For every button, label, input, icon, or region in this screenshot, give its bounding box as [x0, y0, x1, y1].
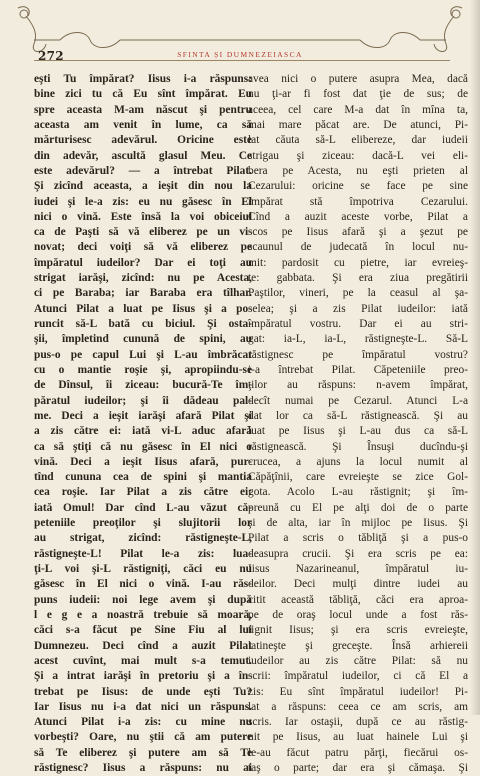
text-line: ci pe Baraba; iar Baraba era tîlhar.	[34, 287, 252, 300]
text-line: din adevăr, ascultă glasul Meu. Ce	[34, 149, 252, 162]
text-line: Cînd a auzit aceste vorbe, Pilat a	[248, 210, 468, 223]
text-line: iudei şi le-a zis: eu nu găsesc în El	[34, 195, 252, 208]
text-line: împăratul iudeilor? Dar ei toţi au	[34, 256, 252, 269]
text-line: peteniile preoţilor şi slujitorii lor	[34, 517, 252, 530]
text-line: scris. Iar ostaşii, după ce au răstig-	[248, 716, 468, 729]
text-line: deasupra crucii. Şi era scris pe ea:	[248, 547, 468, 560]
right-column-text	[248, 72, 468, 776]
text-line: nu ţi-ar fi fost dat ţie de sus; de	[248, 88, 468, 101]
text-line: pe de oraş locul unde a fost răs-	[248, 608, 468, 621]
text-line: latineşte şi greceşte. Însă arhiereii	[248, 639, 468, 652]
text-line: vorbeşti? Oare, nu ştii că am putere	[34, 731, 252, 744]
text-line: strigat iarăşi, zicînd: nu pe Acesta,	[34, 272, 252, 285]
text-line: ţilor au răspuns: n-avem împărat,	[248, 379, 468, 392]
text-line: scaunul de judecată în locul nu-	[248, 241, 468, 254]
text-line: lat a răspuns: ceea ce am scris, am	[248, 700, 468, 713]
text-line: luat pe Iisus şi L-au dus ca să-L	[248, 425, 468, 438]
text-line: acest cuvînt, mai mult s-a temut.	[34, 654, 252, 667]
page-edge-shadow	[470, 0, 480, 715]
text-line: Dumnezeu. Deci cînd a auzit Pilat	[34, 639, 252, 652]
text-line: spre aceasta M-am născut şi pentru	[34, 103, 252, 116]
text-line: şi de alta, iar în mijloc pe Iisus. Şi	[248, 517, 468, 530]
text-line: mit: pardosit cu pietre, iar evreieş-	[248, 256, 468, 269]
text-line: a zis către ei: iată vi-L aduc afară	[34, 425, 252, 438]
text-line: ca să ştiţi că nu găsesc în El nici o	[34, 440, 252, 453]
text-line: ţi-L voi şi-L răstigniţi, căci eu nu	[34, 563, 252, 575]
right-column	[248, 72, 468, 775]
left-column-text	[34, 72, 252, 776]
text-line: cea roşie. Iar Pilat a zis către ei:	[34, 486, 252, 499]
text-line: decît numai pe Cezarul. Atunci L-a	[248, 394, 468, 407]
text-line: răstignesc pe împăratul vostru?	[248, 348, 468, 361]
text-line: i-a întrebat Pilat. Căpeteniile preo-	[248, 363, 468, 376]
text-line: scos pe Iisus afară şi a şezut pe	[248, 226, 468, 239]
running-head: SFINTA ȘI DUMNEZEIASCA	[177, 50, 303, 59]
text-line: iudeilor au zis către Pilat: să nu	[248, 654, 468, 667]
text-line: puns iudeii: noi lege avem şi după	[34, 593, 252, 606]
text-line: Cezarului: oricine se face pe sine	[248, 180, 468, 193]
text-line: dat lor ca să-L răstignească. Şi au	[248, 409, 468, 422]
text-line: citit această tăbliţă, căci era aproa-	[248, 593, 468, 606]
text-line: scrii: împăratul iudeilor, ci că El a	[248, 670, 468, 683]
text-line: me. Deci a ieşit iarăşi afară Pilat şi	[34, 409, 252, 422]
text-line: aceea, cel care M-a dat în mîna ta,	[248, 103, 468, 116]
left-column	[34, 72, 252, 775]
text-line: tignit Iisus; şi era scris evreieşte,	[248, 624, 468, 637]
text-line: mărturisesc adevărul. Oricine este	[34, 134, 252, 147]
text-line: gat: ia-L, ia-L, răstigneşte-L. Să-L	[248, 333, 468, 346]
text-line: Atunci Pilat a luat pe Iisus şi a po-	[34, 302, 252, 315]
text-line: trebat pe Iisus: de unde eşti Tu?	[34, 685, 252, 698]
text-line: Paştilor, vineri, pe la ceasul al şa-	[248, 287, 468, 300]
text-line: strigau şi ziceau: dacă-L vei eli-	[248, 149, 468, 162]
text-line: răstignesc? Iisus a răspuns: nu ai	[34, 762, 252, 775]
text-line: novat; deci voiţi să vă eliberez pe	[34, 241, 252, 254]
text-line: cu o mantie roşie şi, apropiindu-se	[34, 363, 252, 376]
text-line: Atunci Pilat i-a zis: cu mine nu	[34, 716, 252, 729]
text-line: runcit să-L bată cu biciul. Şi osta-	[34, 318, 252, 330]
text-line: şii, împletind cunună de spini, au	[34, 333, 252, 346]
text-line: este adevărul? — a întrebat Pilat.	[34, 164, 252, 177]
text-line: le-au făcut patru părţi, fiecărui os-	[248, 746, 468, 759]
text-line: vină. Deci a ieşit Iisus afară, pur-	[34, 455, 252, 468]
text-line: să Te eliberez şi putere am să Te	[34, 746, 252, 759]
text-line: gota. Acolo L-au răstignit; şi îm-	[248, 486, 468, 499]
text-line: căci s-a făcut pe Sine Fiu al lui	[34, 624, 252, 637]
text-line: eşti Tu împărat? Iisus i-a răspuns:	[34, 73, 252, 85]
text-line: lat căuta să-L elibereze, dar iudeii	[248, 134, 468, 147]
text-line: te: gabbata. Şi era ziua pregătirii	[248, 272, 468, 285]
text-line: preună cu El pe alţi doi de o parte	[248, 501, 468, 514]
text-line: Pilat a scris o tăbliţă şi a pus-o	[248, 532, 468, 545]
text-line: Şi zicînd aceasta, a ieşit din nou la	[34, 180, 252, 193]
text-line: împărat stă împotriva Cezarului.	[248, 195, 468, 208]
text-line: mai mare păcat are. De atunci, Pi-	[248, 118, 468, 131]
text-line: nit pe Iisus, au luat hainele Lui şi	[248, 731, 468, 744]
text-line: nici o vină. Este însă la voi obiceiul	[34, 210, 252, 223]
text-line: au strigat, zicînd: răstigneşte-L,	[34, 532, 252, 545]
text-line: avea nici o putere asupra Mea, dacă	[248, 73, 468, 85]
text-line: găsesc în El nici o vină. I-au răs-	[34, 578, 252, 591]
text-line: răstignească. Şi Însuşi ducîndu-şi	[248, 440, 468, 453]
text-line: tînd cununa cea de spini şi mantia	[34, 471, 252, 484]
text-line: împăratul vostru. Dar ei au stri-	[248, 318, 468, 330]
text-line: bine zici tu că Eu sînt împărat. Eu	[34, 88, 252, 101]
text-line: selea; şi a zis Pilat iudeilor: iată	[248, 302, 468, 315]
text-line: Iisus Nazarineanul, împăratul iu-	[248, 563, 468, 575]
page-number: 272	[38, 49, 64, 63]
text-line: crucea, a ajuns la locul numit al	[248, 455, 468, 468]
text-line: Şi a intrat iarăşi în pretoriu şi a în-	[34, 670, 252, 683]
text-line: păratul iudeilor; şi îi dădeau pal-	[34, 394, 252, 407]
header-rule	[34, 60, 450, 61]
text-line: l e g e a noastră trebuie să moară,	[34, 608, 252, 621]
text-line: taş o parte; dar era şi cămaşa. Şi	[248, 762, 468, 775]
text-line: iată Omul! Dar cînd L-au văzut că-	[34, 501, 252, 514]
text-line: aceasta am venit în lume, ca să	[34, 118, 252, 131]
text-line: deilor. Deci mulţi dintre iudei au	[248, 578, 468, 591]
text-line: pus-o pe capul Lui şi L-au îmbrăcat	[34, 348, 252, 361]
text-line: de Dînsul, îi ziceau: bucură-Te îm-	[34, 379, 252, 392]
text-line: bera pe Acesta, nu eşti prieten al	[248, 164, 468, 177]
text-line: răstigneşte-L! Pilat le-a zis: lua-	[34, 547, 252, 560]
text-line: Căpăţînii, care evreieşte se zice Gol-	[248, 471, 468, 484]
text-line: Iar Iisus nu i-a dat nici un răspuns.	[34, 700, 252, 713]
text-line: ca de Paşti să vă eliberez pe un vi-	[34, 226, 252, 239]
text-line: zis: Eu sînt împăratul iudeilor! Pi-	[248, 685, 468, 698]
